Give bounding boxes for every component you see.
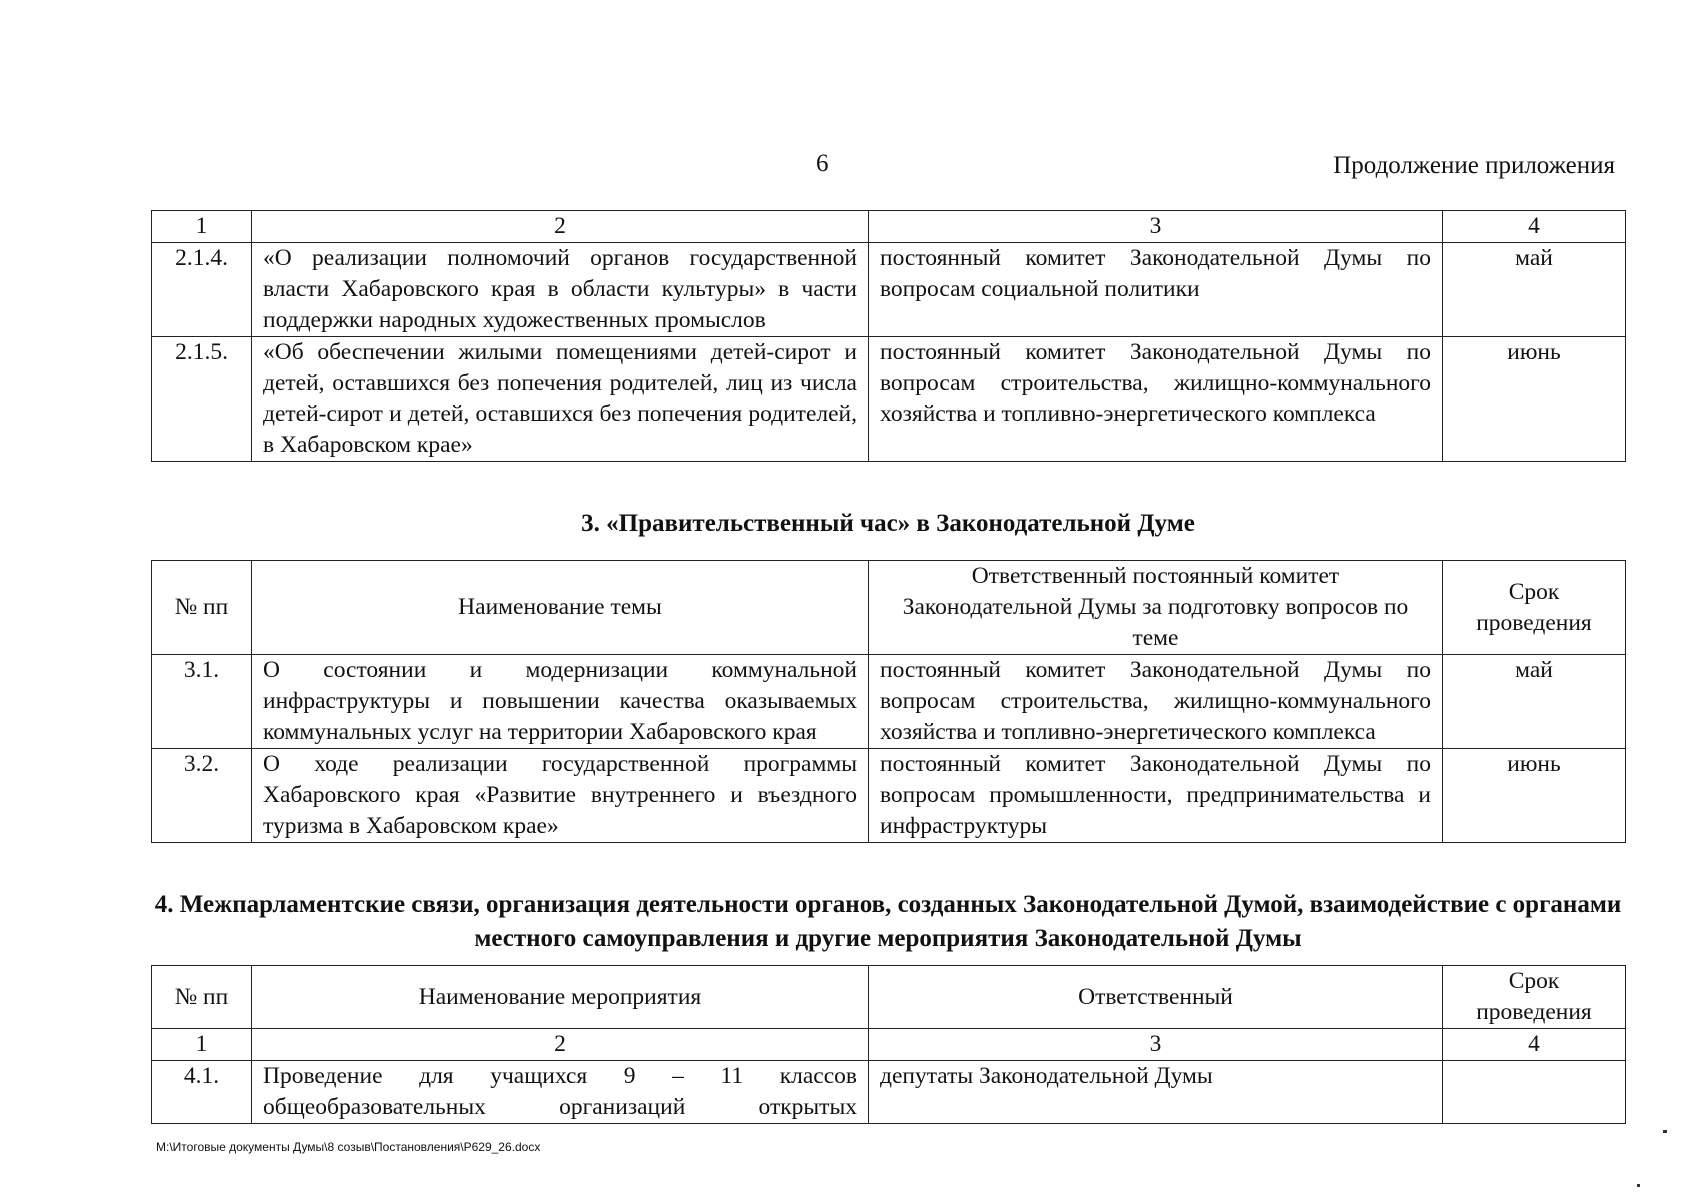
- header-number: № пп: [152, 561, 252, 655]
- header-row: [152, 561, 1626, 655]
- header-term: Срок проведения: [1443, 966, 1626, 1029]
- section-4-title: 4. Межпарламентские связи, организация деятельности органов, созданных Законодательной Думой, взаимодействие с органами местного самоуправления и другие мероприятия Законодательной Думы: [154, 891, 1622, 952]
- row-title: «О реализации полномочий органов государственной власти Хабаровского края в области культуры» в части поддержки народных художественных промыслов: [252, 243, 869, 337]
- row-number: 3.2.: [152, 749, 252, 843]
- row-responsible: постоянный комитет Законодательной Думы по вопросам социальной политики: [869, 243, 1443, 337]
- row-responsible: постоянный комитет Законодательной Думы по вопросам промышленности, предпринимательства и инфраструктуры: [869, 749, 1443, 843]
- page-number: 6: [816, 150, 829, 177]
- column-number: 2: [252, 1029, 869, 1061]
- row-term: июнь: [1443, 749, 1626, 843]
- table-row: [152, 655, 1626, 749]
- scan-speck: [1637, 1184, 1640, 1187]
- column-number: 4: [1443, 1029, 1626, 1061]
- row-title: О состоянии и модернизации коммунальной инфраструктуры и повышении качества оказываемых коммунальных услуг на территории Хабаровского края: [252, 655, 869, 749]
- header-row: [152, 966, 1626, 1029]
- row-term: [1443, 1061, 1626, 1124]
- table-section-4: [151, 965, 1626, 1124]
- table-section-2-continuation: [151, 210, 1626, 462]
- row-number: 4.1.: [152, 1061, 252, 1124]
- column-number: 1: [152, 1029, 252, 1061]
- column-number-row: [152, 211, 1626, 243]
- row-title: Проведение для учащихся 9 – 11 классов общеобразовательных организаций открытых: [252, 1061, 869, 1124]
- row-number: 2.1.4.: [152, 243, 252, 337]
- row-responsible: постоянный комитет Законодательной Думы по вопросам строительства, жилищно-коммунального хозяйства и топливно-энергетического комплекса: [869, 655, 1443, 749]
- table-row: [152, 243, 1626, 337]
- table-row: [152, 749, 1626, 843]
- row-number: 2.1.5.: [152, 337, 252, 462]
- table-row: [152, 337, 1626, 462]
- header-responsible: Ответственный постоянный комитет Законодательной Думы за подготовку вопросов по теме: [869, 561, 1443, 655]
- row-term: май: [1443, 243, 1626, 337]
- header-term: Срок проведения: [1443, 561, 1626, 655]
- row-title: О ходе реализации государственной программы Хабаровского края «Развитие внутреннего и въездного туризма в Хабаровском крае»: [252, 749, 869, 843]
- row-term: май: [1443, 655, 1626, 749]
- header-number: № пп: [152, 966, 252, 1029]
- header-topic: Наименование темы: [252, 561, 869, 655]
- row-number: 3.1.: [152, 655, 252, 749]
- column-number: 3: [869, 1029, 1443, 1061]
- column-number: 3: [869, 211, 1443, 243]
- row-title: «Об обеспечении жилыми помещениями детей-сирот и детей, оставшихся без попечения родителей, лиц из числа детей-сирот и детей, оставшихся без попечения родителей, в Хабаровском крае»: [252, 337, 869, 462]
- header-responsible: Ответственный: [869, 966, 1443, 1029]
- column-number: 4: [1443, 211, 1626, 243]
- header-event: Наименование мероприятия: [252, 966, 869, 1029]
- row-responsible: постоянный комитет Законодательной Думы по вопросам строительства, жилищно-коммунального хозяйства и топливно-энергетического комплекса: [869, 337, 1443, 462]
- column-number: 1: [152, 211, 252, 243]
- scan-speck: [1663, 1130, 1667, 1133]
- section-3-title: 3. «Правительственный час» в Законодательной Думе: [581, 510, 1195, 537]
- table-row: [152, 1061, 1626, 1124]
- table-section-3: [151, 560, 1626, 843]
- continuation-label: Продолжение приложения: [1333, 152, 1615, 179]
- column-number: 2: [252, 211, 869, 243]
- footer-file-path: M:\Итоговые документы Думы\8 созыв\Постановления\P629_26.docx: [156, 1140, 541, 1154]
- column-number-row: [152, 1029, 1626, 1061]
- row-term: июнь: [1443, 337, 1626, 462]
- row-responsible: депутаты Законодательной Думы: [869, 1061, 1443, 1124]
